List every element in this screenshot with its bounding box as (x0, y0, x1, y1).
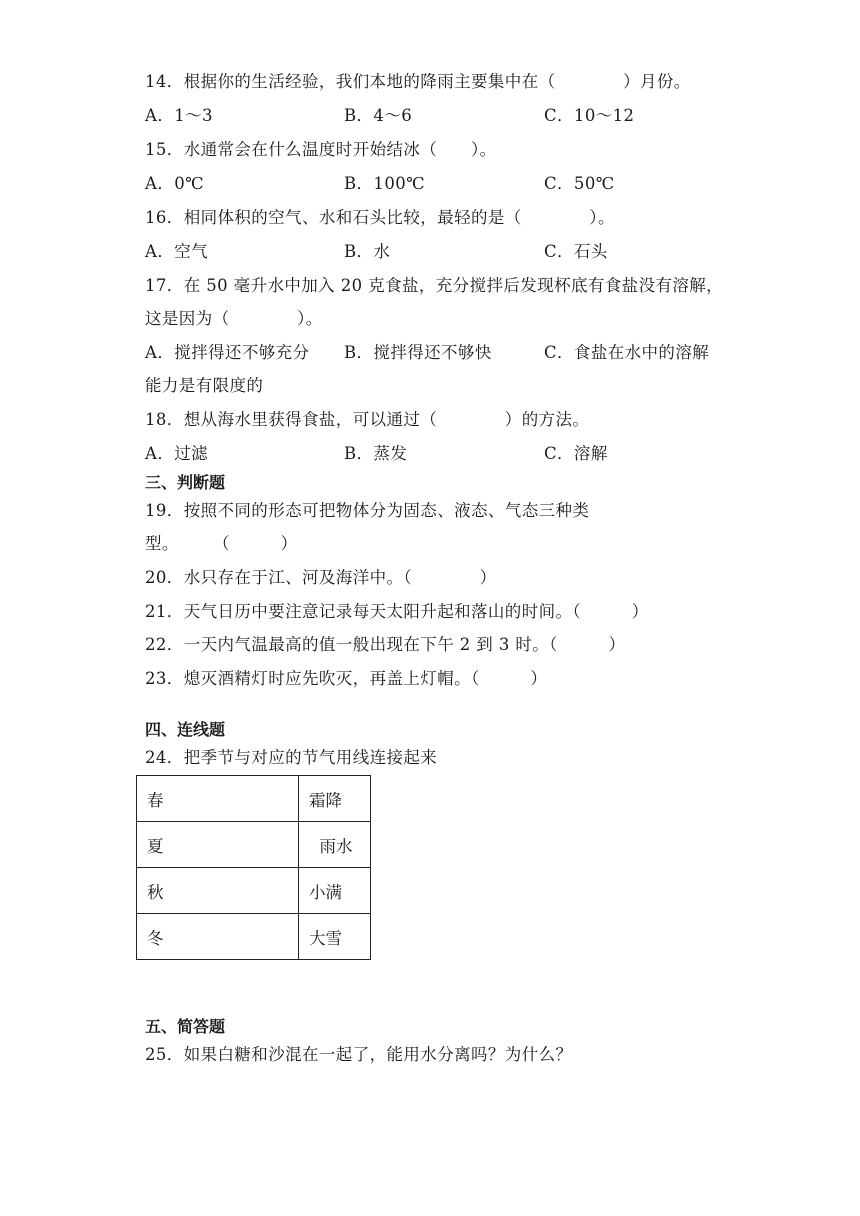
q18-option-a: A．过滤 (145, 444, 209, 463)
table-row (137, 868, 371, 914)
question-17-stem-line2: 这是因为（ ）。 (145, 309, 323, 328)
q14-option-b: B．4～6 (344, 106, 413, 125)
question-17-stem-line1: 17．在 50 毫升水中加入 20 克食盐，充分搅拌后发现杯底有食盐没有溶解， (145, 276, 724, 295)
question-19-line2: 型。 （ ） (145, 534, 298, 553)
q16-option-b: B．水 (344, 242, 391, 261)
question-20: 20．水只存在于江、河及海洋中。（ ） (145, 568, 497, 587)
q17-option-b: B．搅拌得还不够快 (344, 343, 492, 362)
solar-term-cell: 大雪 (299, 914, 371, 960)
section-5-heading: 五、简答题 (145, 1017, 226, 1036)
q14-option-c: C．10～12 (544, 106, 635, 125)
question-15-stem: 15．水通常会在什么温度时开始结冰（ ）。 (145, 140, 497, 159)
q15-option-a: A．0℃ (145, 174, 204, 193)
q17-option-c: C．食盐在水中的溶解 (544, 343, 710, 362)
q15-option-b: B．100℃ (344, 174, 425, 193)
q16-option-c: C．石头 (544, 242, 608, 261)
question-25: 25．如果白糖和沙混在一起了，能用水分离吗？为什么？ (145, 1045, 573, 1064)
question-19-line1: 19．按照不同的形态可把物体分为固态、液态、气态三种类 (145, 501, 590, 520)
question-18-stem: 18．想从海水里获得食盐，可以通过（ ）的方法。 (145, 410, 590, 429)
section-4-heading: 四、连线题 (145, 720, 226, 739)
question-21: 21．天气日历中要注意记录每天太阳升起和落山的时间。（ ） (145, 602, 649, 621)
q17-option-a: A．搅拌得还不够充分 (145, 343, 310, 362)
season-cell: 夏 (137, 822, 299, 868)
question-14-stem: 14．根据你的生活经验，我们本地的降雨主要集中在（ ）月份。 (145, 72, 691, 91)
question-24: 24．把季节与对应的节气用线连接起来 (145, 748, 438, 767)
solar-term-cell: 小满 (299, 868, 371, 914)
q17-option-c-continuation: 能力是有限度的 (145, 376, 264, 395)
q18-option-c: C．溶解 (544, 444, 608, 463)
question-16-stem: 16．相同体积的空气、水和石头比较，最轻的是（ ）。 (145, 208, 615, 227)
section-3-heading: 三、判断题 (145, 473, 226, 492)
q18-option-b: B．蒸发 (344, 444, 408, 463)
question-23: 23．熄灭酒精灯时应先吹灭，再盖上灯帽。（ ） (145, 669, 548, 688)
matching-table (136, 775, 371, 960)
q14-option-a: A．1～3 (145, 106, 213, 125)
q15-option-c: C．50℃ (544, 174, 615, 193)
question-22: 22．一天内气温最高的值一般出现在下午 2 到 3 时。（ ） (145, 635, 626, 654)
table-row (137, 776, 371, 822)
season-cell: 秋 (137, 868, 299, 914)
solar-term-cell: 霜降 (299, 776, 371, 822)
season-cell: 冬 (137, 914, 299, 960)
solar-term-cell: 雨水 (299, 822, 371, 868)
table-row (137, 914, 371, 960)
q16-option-a: A．空气 (145, 242, 209, 261)
season-cell: 春 (137, 776, 299, 822)
table-row (137, 822, 371, 868)
